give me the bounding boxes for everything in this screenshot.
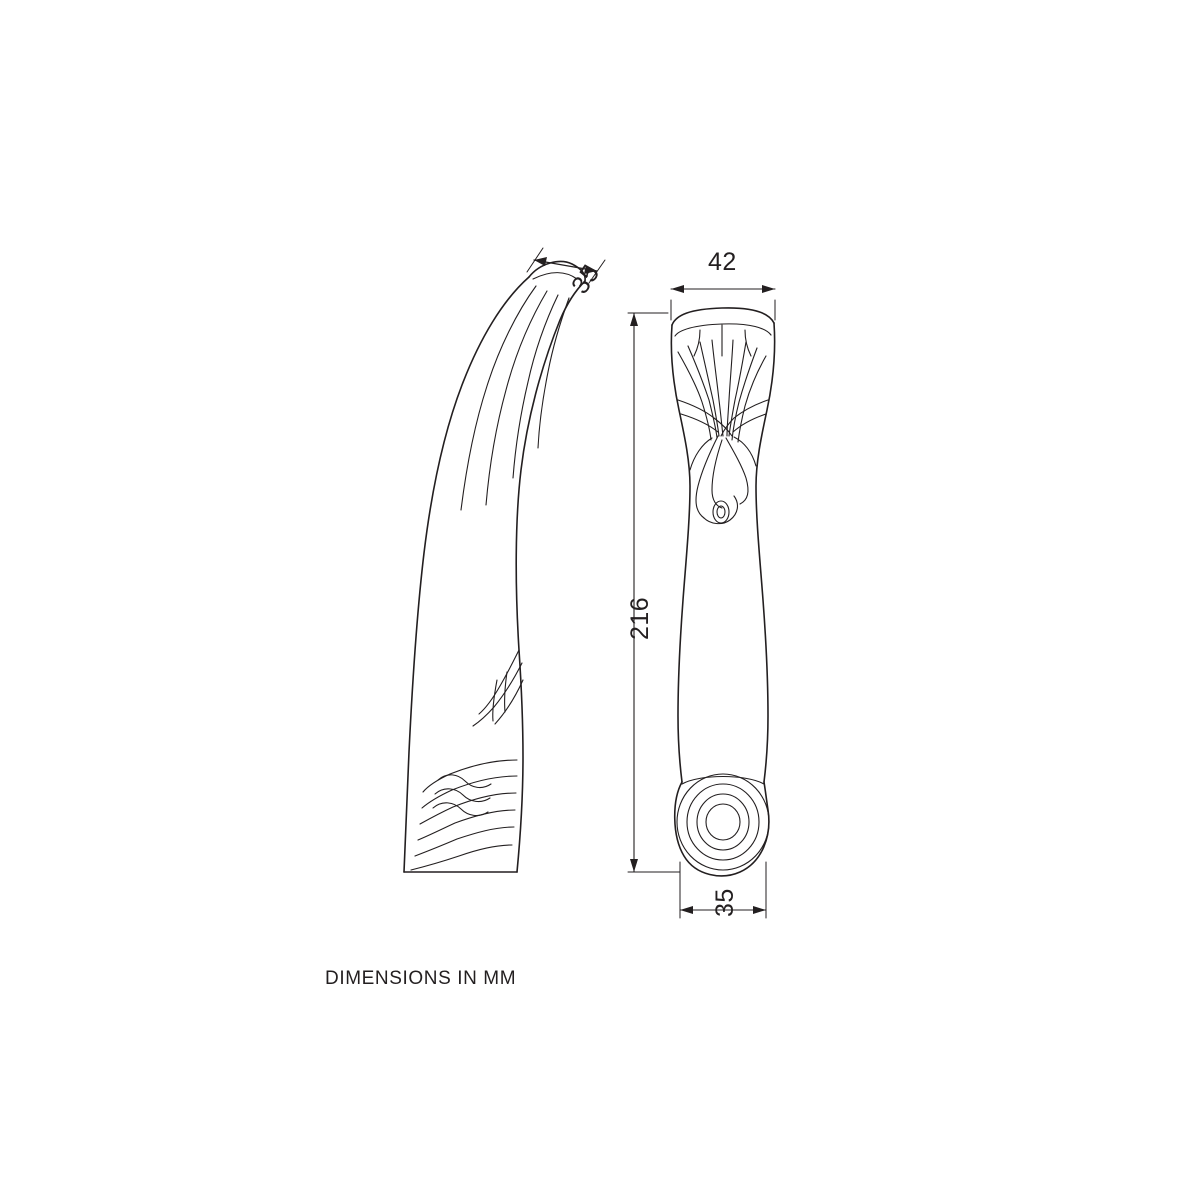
figure-caption: DIMENSIONS IN MM xyxy=(325,968,517,989)
dimension-label-tip-width: 35 xyxy=(566,259,606,300)
front-elevation-outline xyxy=(671,308,774,876)
front-top-fluting xyxy=(675,324,771,442)
side-base-ribs xyxy=(411,760,517,870)
front-swirl-detail xyxy=(690,436,756,524)
dimension-top-width-42 xyxy=(671,285,775,320)
dimension-label-top-width: 42 xyxy=(708,248,737,276)
dimension-overall-length-216 xyxy=(628,313,680,872)
dimension-label-overall-length: 216 xyxy=(626,596,654,640)
side-tip-inner-lines xyxy=(461,273,577,510)
side-profile-outline xyxy=(404,262,585,872)
side-waist-detail-lines xyxy=(473,650,523,726)
front-base-rings xyxy=(677,774,769,870)
dimension-label-base-width: 35 xyxy=(711,888,739,917)
